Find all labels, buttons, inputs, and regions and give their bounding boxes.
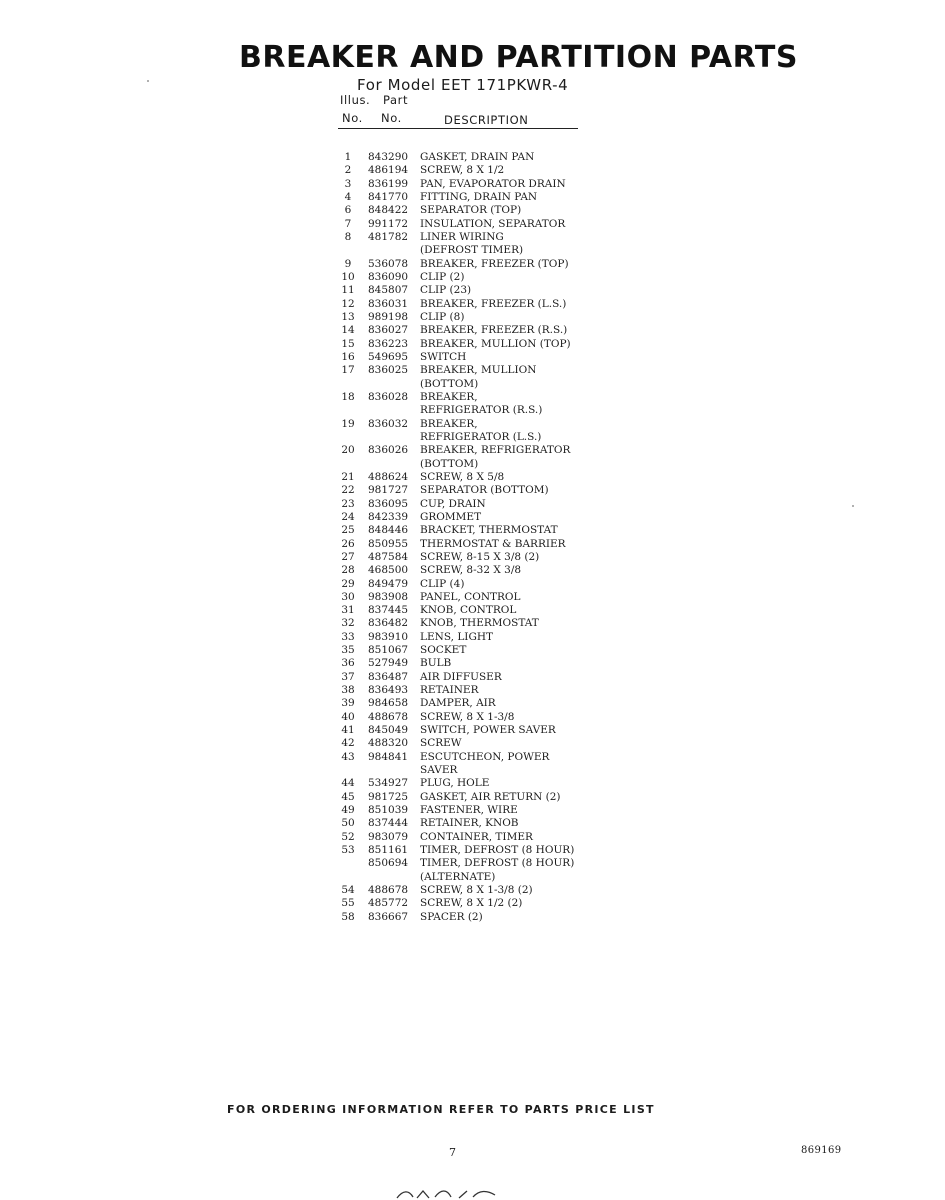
part-description: CLIP (4) [420, 577, 465, 590]
part-description: SCREW [420, 737, 462, 750]
part-number: 836493 [368, 684, 409, 697]
part-description: BREAKER, MULLION (TOP) [420, 337, 571, 350]
part-number: 984658 [368, 697, 409, 710]
part-description: PLUG, HOLE [420, 777, 490, 790]
part-number: 481782 [368, 230, 409, 243]
part-description: BREAKER, [420, 390, 478, 403]
part-description: BREAKER, MULLION [420, 364, 537, 377]
part-number: 488678 [368, 884, 409, 897]
part-number: 534927 [368, 777, 409, 790]
list-item [339, 338, 599, 351]
list-item [339, 444, 599, 457]
list-item [339, 697, 599, 710]
list-item [339, 524, 599, 537]
list-item [339, 498, 599, 511]
scan-speck [852, 505, 854, 507]
list-item [339, 831, 599, 844]
illus-number: 27 [341, 550, 355, 563]
part-description: DAMPER, AIR [420, 697, 496, 710]
part-number: 488320 [368, 737, 409, 750]
illus-number: 43 [341, 750, 355, 763]
illus-number: 18 [341, 390, 355, 403]
illus-number: 55 [341, 897, 355, 910]
illus-number: 11 [341, 284, 355, 297]
part-description: BULB [420, 657, 452, 670]
part-description: RETAINER, KNOB [420, 817, 519, 830]
illus-number: 3 [344, 177, 352, 190]
part-number: 836025 [368, 364, 409, 377]
list-item [339, 644, 599, 657]
list-item [339, 391, 599, 404]
part-description: BREAKER, FREEZER (TOP) [420, 257, 569, 270]
part-description: (BOTTOM) [420, 377, 479, 390]
illus-number: 1 [344, 151, 352, 163]
part-number: 836095 [368, 497, 409, 510]
part-number: 836026 [368, 444, 409, 457]
part-description: BRACKET, THERMOSTAT [420, 524, 558, 537]
part-number: 836667 [368, 910, 409, 923]
illus-number: 24 [341, 510, 355, 523]
list-item [339, 791, 599, 804]
part-description: GROMMET [420, 510, 482, 523]
part-description: CLIP (8) [420, 310, 465, 323]
list-item [339, 458, 599, 471]
illus-number: 38 [341, 684, 355, 697]
part-number: 851039 [368, 804, 409, 817]
illus-number: 7 [344, 217, 352, 230]
part-description: SCREW, 8-32 X 3/8 [420, 564, 522, 577]
part-number: 845049 [368, 724, 409, 737]
part-description: CONTAINER, TIMER [420, 830, 533, 843]
part-number: 468500 [368, 564, 409, 577]
part-description: SWITCH [420, 350, 467, 363]
part-description: SAVER [420, 764, 458, 777]
part-number: 549695 [368, 350, 409, 363]
part-description: FASTENER, WIRE [420, 804, 518, 817]
part-number: 836223 [368, 337, 409, 350]
header-part-no: No. [381, 111, 402, 125]
list-item [339, 151, 599, 164]
list-item [339, 218, 599, 231]
illus-number: 44 [341, 777, 355, 790]
list-item [339, 884, 599, 897]
list-item [339, 657, 599, 670]
part-number: 536078 [368, 257, 409, 270]
list-item [339, 311, 599, 324]
header-illus-no: No. [342, 111, 363, 125]
part-description: LENS, LIGHT [420, 630, 493, 643]
list-item [339, 737, 599, 750]
part-description: REFRIGERATOR (L.S.) [420, 430, 542, 443]
part-description: KNOB, THERMOSTAT [420, 617, 539, 630]
illus-number: 2 [344, 164, 352, 177]
list-item [339, 284, 599, 297]
part-number: 485772 [368, 897, 409, 910]
ordering-note: FOR ORDERING INFORMATION REFER TO PARTS PRICE LIST [227, 1103, 655, 1116]
list-item [339, 204, 599, 217]
list-item [339, 564, 599, 577]
list-item [339, 631, 599, 644]
list-item [339, 418, 599, 431]
list-item [339, 164, 599, 177]
part-description: INSULATION, SEPARATOR [420, 217, 566, 230]
part-number: 981727 [368, 484, 409, 497]
illus-number: 4 [344, 190, 352, 203]
illus-number: 25 [341, 524, 355, 537]
illus-number: 16 [341, 350, 355, 363]
list-item [339, 604, 599, 617]
part-number: 836487 [368, 670, 409, 683]
part-number: 843290 [368, 151, 409, 163]
page-title: BREAKER AND PARTITION PARTS [239, 40, 798, 75]
list-item [339, 271, 599, 284]
list-item [339, 484, 599, 497]
part-number: 983910 [368, 630, 409, 643]
part-description: PAN, EVAPORATOR DRAIN [420, 177, 566, 190]
list-item [339, 857, 599, 870]
part-description: LINER WIRING [420, 230, 504, 243]
illus-number: 50 [341, 817, 355, 830]
illus-number: 15 [341, 337, 355, 350]
illus-number: 23 [341, 497, 355, 510]
illus-number: 29 [341, 577, 355, 590]
part-number: 837445 [368, 604, 409, 617]
illus-number: 52 [341, 830, 355, 843]
list-item [339, 817, 599, 830]
illus-number: 40 [341, 710, 355, 723]
part-number: 848446 [368, 524, 409, 537]
part-description: SCREW, 8 X 1/2 [420, 164, 505, 177]
illus-number: 31 [341, 604, 355, 617]
part-number: 981725 [368, 790, 409, 803]
illus-number: 41 [341, 724, 355, 737]
part-description: SEPARATOR (TOP) [420, 204, 522, 217]
part-description: BREAKER, FREEZER (L.S.) [420, 297, 567, 310]
illus-number: 6 [344, 204, 352, 217]
illus-number: 26 [341, 537, 355, 550]
list-item [339, 711, 599, 724]
list-item [339, 351, 599, 364]
part-number: 851067 [368, 644, 409, 657]
page-number: 7 [449, 1146, 456, 1159]
part-number: 845807 [368, 284, 409, 297]
illus-number: 33 [341, 630, 355, 643]
illus-number: 20 [341, 444, 355, 457]
part-description: SEPARATOR (BOTTOM) [420, 484, 549, 497]
part-number: 837444 [368, 817, 409, 830]
list-item [339, 191, 599, 204]
illus-number: 19 [341, 417, 355, 430]
part-description: TIMER, DEFROST (8 HOUR) [420, 844, 575, 857]
illus-number: 17 [341, 364, 355, 377]
part-description: BREAKER, REFRIGERATOR [420, 444, 571, 457]
part-number: 836032 [368, 417, 409, 430]
list-item [339, 591, 599, 604]
illus-number: 54 [341, 884, 355, 897]
part-description: FITTING, DRAIN PAN [420, 190, 538, 203]
part-description: SWITCH, POWER SAVER [420, 724, 556, 737]
scan-speck [147, 80, 149, 82]
part-description: GASKET, DRAIN PAN [420, 151, 535, 163]
part-description: SCREW, 8 X 5/8 [420, 470, 505, 483]
part-number: 836090 [368, 270, 409, 283]
list-item [339, 871, 599, 884]
list-item [339, 578, 599, 591]
part-description: BREAKER, [420, 417, 478, 430]
header-rule [338, 128, 578, 129]
part-description: ESCUTCHEON, POWER [420, 750, 550, 763]
list-item [339, 404, 599, 417]
list-item [339, 911, 599, 924]
list-item [339, 511, 599, 524]
part-description: (DEFROST TIMER) [420, 244, 524, 257]
list-item [339, 617, 599, 630]
illus-number: 37 [341, 670, 355, 683]
illus-number: 30 [341, 590, 355, 603]
list-item [339, 897, 599, 910]
part-number: 849479 [368, 577, 409, 590]
illus-number: 9 [344, 257, 352, 270]
list-item [339, 844, 599, 857]
illus-number: 42 [341, 737, 355, 750]
part-description: REFRIGERATOR (R.S.) [420, 404, 543, 417]
illus-number: 10 [341, 270, 355, 283]
part-number: 836482 [368, 617, 409, 630]
list-item [339, 671, 599, 684]
part-description: SOCKET [420, 644, 467, 657]
part-number: 984841 [368, 750, 409, 763]
header-part: Part [383, 93, 409, 107]
list-item [339, 684, 599, 697]
list-item [339, 178, 599, 191]
part-description: TIMER, DEFROST (8 HOUR) [420, 857, 575, 870]
part-number: 989198 [368, 310, 409, 323]
part-number: 836199 [368, 177, 409, 190]
list-item [339, 804, 599, 817]
part-description: SPACER (2) [420, 910, 483, 923]
illus-number: 32 [341, 617, 355, 630]
part-description: SCREW, 8 X 1/2 (2) [420, 897, 523, 910]
list-item [339, 431, 599, 444]
part-description: SCREW, 8 X 1-3/8 (2) [420, 884, 533, 897]
part-number: 841770 [368, 190, 409, 203]
illus-number: 35 [341, 644, 355, 657]
illus-number: 28 [341, 564, 355, 577]
list-item [339, 471, 599, 484]
part-number: 983908 [368, 590, 409, 603]
part-number: 527949 [368, 657, 409, 670]
header-description: DESCRIPTION [444, 113, 529, 127]
document-number: 869169 [801, 1145, 842, 1156]
part-number: 983079 [368, 830, 409, 843]
part-description: CUP, DRAIN [420, 497, 486, 510]
list-item [339, 298, 599, 311]
list-item [339, 777, 599, 790]
list-item [339, 751, 599, 764]
illus-number: 58 [341, 910, 355, 923]
list-item [339, 378, 599, 391]
part-description: AIR DIFFUSER [420, 670, 502, 683]
list-item [339, 764, 599, 777]
part-number: 842339 [368, 510, 409, 523]
illus-number: 53 [341, 844, 355, 857]
illus-number: 12 [341, 297, 355, 310]
part-number: 850955 [368, 537, 409, 550]
illus-number: 8 [344, 230, 352, 243]
part-description: RETAINER [420, 684, 479, 697]
list-item [339, 324, 599, 337]
list-item [339, 551, 599, 564]
part-description: KNOB, CONTROL [420, 604, 517, 617]
handwritten-mark [395, 1186, 505, 1200]
illus-number: 49 [341, 804, 355, 817]
part-description: PANEL, CONTROL [420, 590, 521, 603]
list-item [339, 244, 599, 257]
illus-number: 39 [341, 697, 355, 710]
part-description: GASKET, AIR RETURN (2) [420, 790, 561, 803]
illus-number: 14 [341, 324, 355, 337]
list-item [339, 724, 599, 737]
part-number: 487584 [368, 550, 409, 563]
part-number: 991172 [368, 217, 409, 230]
illus-number: 22 [341, 484, 355, 497]
list-item [339, 538, 599, 551]
part-number: 836031 [368, 297, 409, 310]
header-illus: Illus. [340, 93, 371, 107]
part-description: (ALTERNATE) [420, 870, 496, 883]
part-description: BREAKER, FREEZER (R.S.) [420, 324, 568, 337]
list-item [339, 364, 599, 377]
parts-list [339, 151, 599, 924]
model-subtitle: For Model EET 171PKWR-4 [357, 76, 569, 94]
illus-number: 21 [341, 470, 355, 483]
part-description: CLIP (2) [420, 270, 465, 283]
part-description: SCREW, 8-15 X 3/8 (2) [420, 550, 540, 563]
part-number: 836028 [368, 390, 409, 403]
illus-number: 36 [341, 657, 355, 670]
part-number: 486194 [368, 164, 409, 177]
illus-number: 13 [341, 310, 355, 323]
list-item [339, 231, 599, 244]
part-number: 851161 [368, 844, 409, 857]
part-number: 488678 [368, 710, 409, 723]
part-description: THERMOSTAT & BARRIER [420, 537, 566, 550]
part-number: 848422 [368, 204, 409, 217]
part-number: 488624 [368, 470, 409, 483]
part-description: SCREW, 8 X 1-3/8 [420, 710, 515, 723]
illus-number: 45 [341, 790, 355, 803]
list-item [339, 258, 599, 271]
part-number: 836027 [368, 324, 409, 337]
part-number: 850694 [368, 857, 409, 870]
part-description: (BOTTOM) [420, 457, 479, 470]
part-description: CLIP (23) [420, 284, 472, 297]
